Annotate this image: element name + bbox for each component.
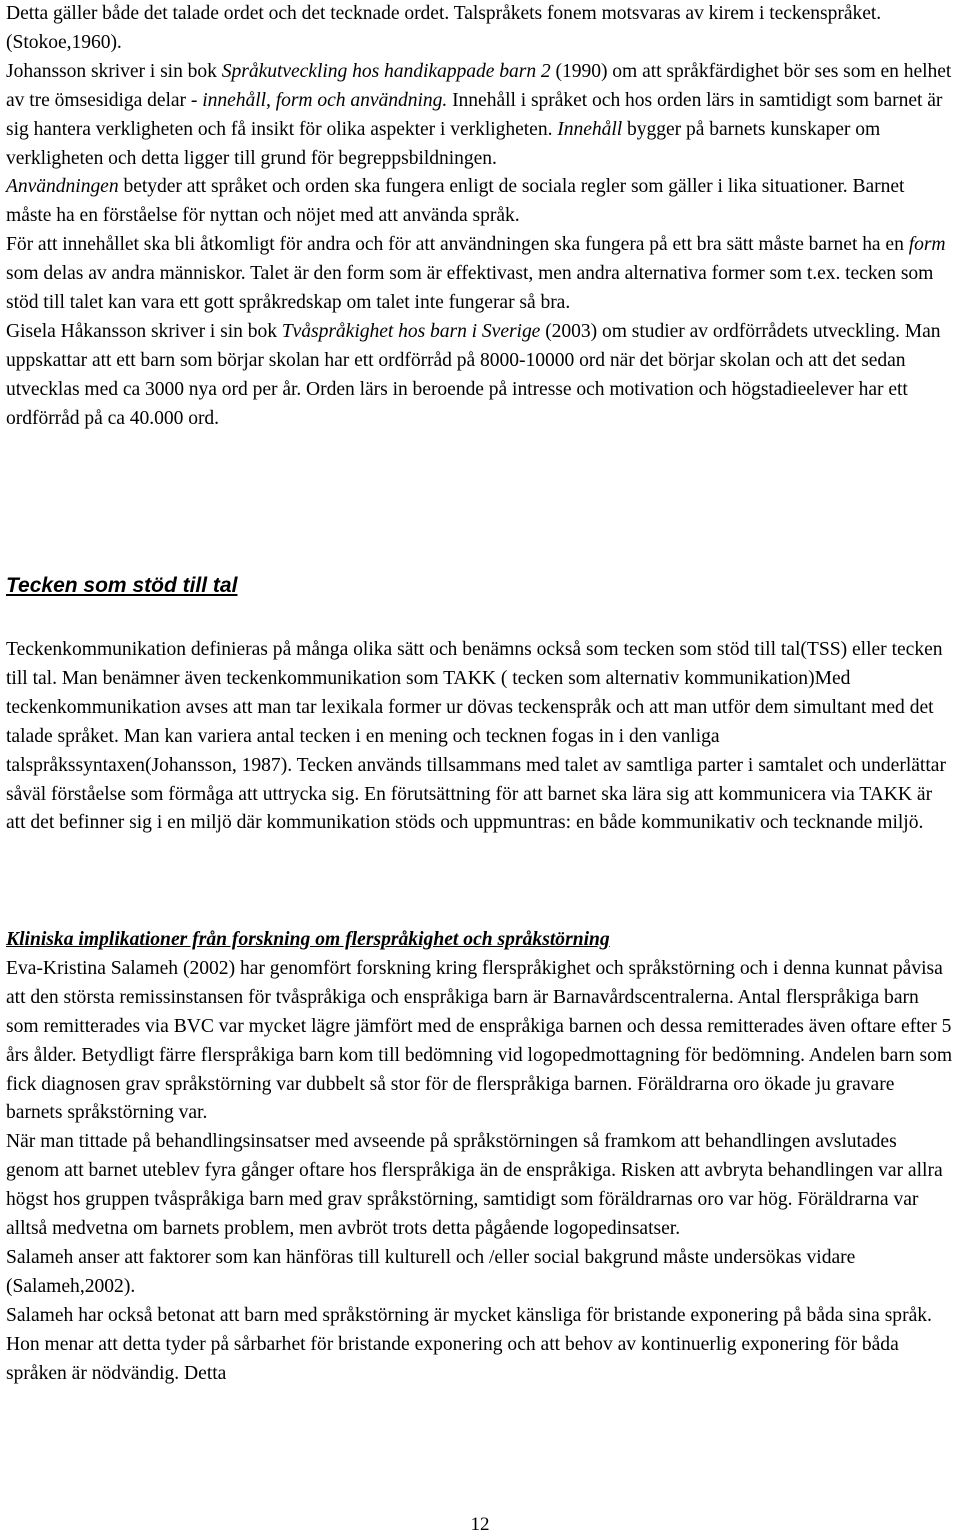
section-heading-kliniska: Kliniska implikationer från forskning om flerspråkighet och språkstörning <box>6 929 610 950</box>
paragraph-tss: Teckenkommunikation definieras på många olika sätt och benämns också som tecken som stöd till tal(TSS) eller tecken till tal. Man benämner även teckenkommunikation som TAKK ( tecken som alternativ kommunikation)Med teckenkommunikation avses att man tar lexikala former ur dövas teckenspråk och att man utför dem simultant med det talade språket. Man kan variera antal tecken i en mening och tecknen fogas in i den vanliga talspråkssyntaxen(Johansson, 1987). Tecken används tillsammans med talet av samtliga parter i samtalet och underlättar såväl förståelse som förmåga att uttrycka sig. En förutsättning för att barnet ska lära sig att kommunicera via TAKK är att det befinner sig i en miljö där kommunikation stöds och uppmuntras: en både kommunikativ och tecknande miljö. <box>6 639 946 834</box>
text-run: (1990) om att språkfärdighet bör ses som en helhet av tre ömsesidiga delar - <box>6 60 952 111</box>
emphasis-text: innehåll, form och användning. <box>202 89 448 111</box>
paragraph-salameh-forskning: Eva-Kristina Salameh (2002) har genomfört forskning kring flerspråkighet och språkstörning och i denna kunnat påvisa att den största remissinstansen för tvåspråkiga och enspråkiga barn är Barnavårdscentralerna. Antal flerspråkiga barn som remitterades via BVC var mycket lägre jämfört med de enspråkiga barnen och dessa remitterades även oftare efter 5 års ålder. Betydligt färre flerspråkiga barn kom till bedömning vid logopedmottagning för bedömning. Andelen barn som fick diagnosen grav språkstörning var dubbelt så stor för de flerspråkiga barnen. Föräldrarna oro ökade ju gravare barnets språkstörning var. <box>6 957 953 1124</box>
book-title: Språkutveckling hos handikappade barn 2 <box>221 60 551 82</box>
emphasis-text: Användningen <box>6 176 119 198</box>
text-run: Innehåll i språket och hos orden lärs in samtidigt som barnet är sig hantera verkligheten och få insikt för olika aspekter i verkligheten. <box>6 89 943 140</box>
paragraph-exponering: Salameh har också betonat att barn med språkstörning är mycket känsliga för bristande exponering på båda sina språk. Hon menar att detta tyder på sårbarhet för bristande exponering och att behov av kontinuerlig exponering för båda språken är nödvändig. Detta <box>6 1304 932 1384</box>
intro-text-block <box>6 0 954 434</box>
text-run: Detta gäller både det talade ordet och det tecknade ordet. Talspråkets fonem motsvaras av kirem i teckenspråket.(Stokoe,1960). <box>6 3 882 53</box>
section-heading-tss: Tecken som stöd till tal <box>6 574 238 597</box>
paragraph-behandlingsinsatser: När man tittade på behandlingsinsatser med avseende på språkstörningen så framkom att behandlingen avslutades genom att barnet uteblev fyra gånger oftare hos flerspråkiga än de enspråkiga. Risken att avbryta behandlingen var allra högst hos gruppen tvåspråkiga barn med grav språkstörning, samtidigt som föräldrarnas oro var hög. Föräldrarna var alltså medvetna om barnets problem, men avbröt trots detta pågående logopedinsatser. <box>6 1131 943 1240</box>
text-run: (2003) om studier av ordförrådets utveckling. Man uppskattar att ett barn som börjar skolan har ett ordförråd på 8000-10000 ord när det börjar skolan och att det sedan utvecklas med ca 3000 nya ord per år. Orden lärs in beroende på intresse och motivation och högstadieelever har ett ordförråd på ca 40.000 ord. <box>6 320 941 429</box>
paragraph-hakansson <box>6 318 954 434</box>
text-run: som delas av andra människor. Talet är den form som är effektivast, men andra alternativa former som t.ex. tecken som stöd till talet kan vara ett gott språkredskap om talet inte fungerar så bra. <box>6 263 934 314</box>
paragraph-faktorer: Salameh anser att faktorer som kan hänföras till kulturell och /eller social bakgrund måste undersökas vidare (Salameh,2002). <box>6 1246 856 1297</box>
page-number: 12 <box>470 1514 490 1535</box>
text-run: Gisela Håkansson skriver i sin bok <box>6 320 282 342</box>
text-run: betyder att språket och orden ska fungera enligt de sociala regler som gäller i lika situationer. Barnet måste ha en förståelse för nyttan och nöjet med att använda språk. <box>6 176 905 227</box>
text-run: bygger på barnets kunskaper om verkligheten och detta ligger till grund för begreppsbildningen. <box>6 118 881 169</box>
book-title: Tvåspråkighet hos barn i Sverige <box>281 320 541 342</box>
emphasis-text: form <box>908 234 946 256</box>
emphasis-text: Innehåll <box>557 118 623 140</box>
tss-text-block <box>6 636 954 838</box>
paragraph-johansson <box>6 58 954 174</box>
paragraph-anvandningen <box>6 173 954 231</box>
text-run: För att innehållet ska bli åtkomligt för andra och för att användningen ska fungera på ett bra sätt måste barnet ha en <box>6 234 909 256</box>
paragraph-form <box>6 231 954 318</box>
klin-text-block <box>6 926 954 1389</box>
paragraph-fonem <box>6 0 954 58</box>
text-run: Johansson skriver i sin bok <box>6 60 222 82</box>
